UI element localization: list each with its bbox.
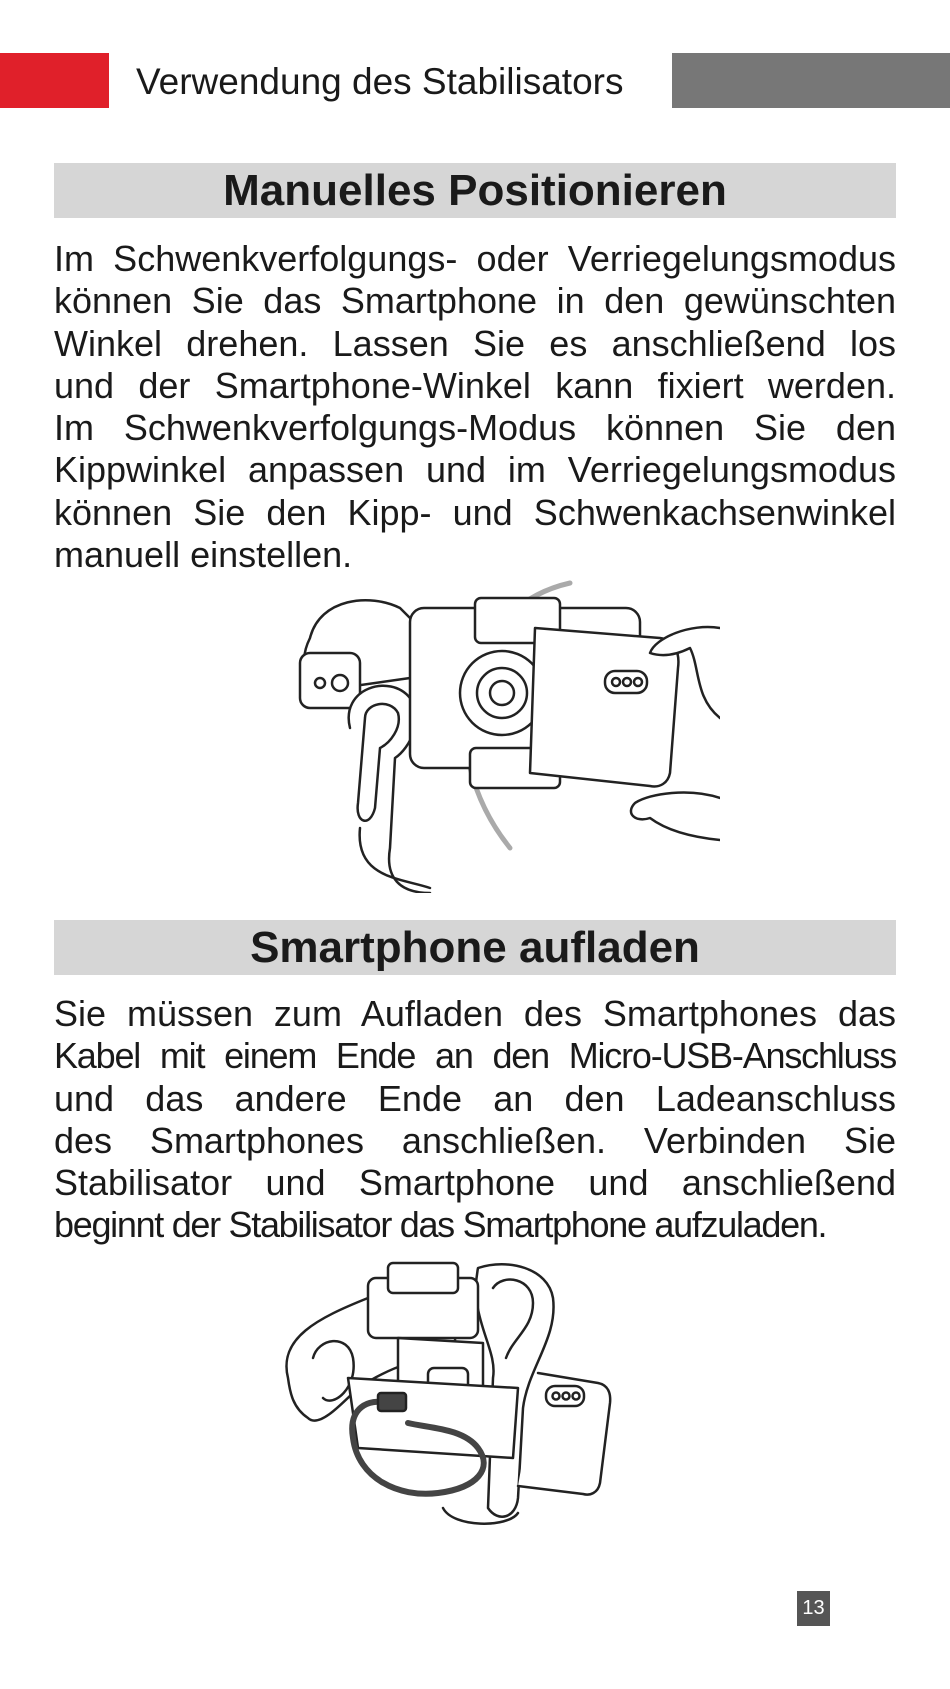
text-line: Kabel mit einem Ende an den Micro-USB-Anschluss	[54, 1035, 896, 1077]
text-line: und der Smartphone-Winkel kann fixiert werden.	[54, 364, 896, 406]
text-line: des Smartphones anschließen. Verbinden Sie	[54, 1119, 896, 1161]
text-line: können Sie den Kipp- und Schwenkachsenwinkel	[54, 491, 896, 533]
section-heading-manual-positioning: Manuelles Positionieren	[54, 163, 896, 218]
gimbal-charging-cable-illustration	[278, 1258, 658, 1528]
text-line: manuell einstellen.	[54, 534, 353, 576]
text-line: Stabilisator und Smartphone und anschließend	[54, 1162, 896, 1204]
chapter-title: Verwendung des Stabilisators	[136, 61, 624, 102]
header-accent-bar	[0, 53, 109, 108]
text-line: Winkel drehen. Lassen Sie es anschließend los	[54, 322, 896, 364]
section-heading-charging: Smartphone aufladen	[54, 920, 896, 975]
text-line: Im Schwenkverfolgungs- oder Verriegelungsmodus	[54, 238, 896, 279]
text-line: Kippwinkel anpassen und im Verriegelungsmodus	[54, 449, 896, 491]
text-line: Sie müssen zum Aufladen des Smartphones das	[54, 993, 896, 1034]
text-line: können Sie das Smartphone in den gewünschten	[54, 280, 896, 322]
text-line: Im Schwenkverfolgungs-Modus können Sie den	[54, 407, 896, 449]
paragraph-manual-positioning	[54, 238, 896, 576]
text-line: und das andere Ende an den Ladeanschluss	[54, 1077, 896, 1119]
paragraph-charging	[54, 993, 896, 1247]
text-line: beginnt der Stabilisator das Smartphone aufzuladen.	[54, 1204, 827, 1246]
header-gray-bar	[672, 53, 950, 108]
gimbal-manual-positioning-illustration	[280, 578, 720, 893]
page-number: 13	[797, 1591, 830, 1626]
